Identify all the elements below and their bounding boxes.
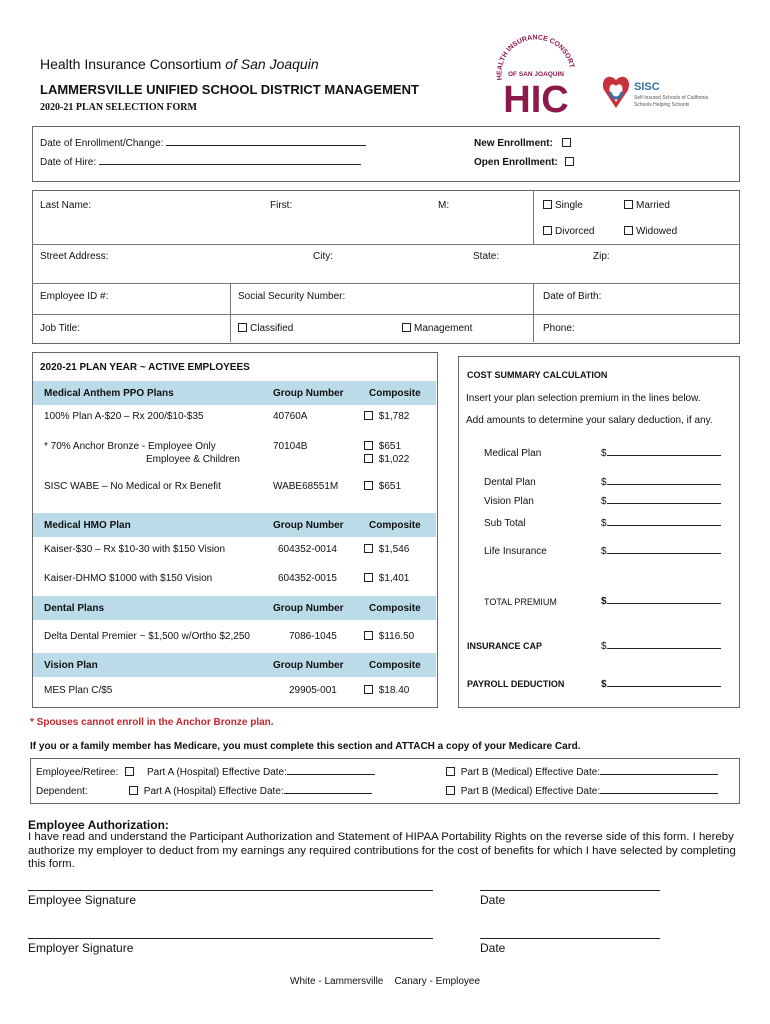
plan-name: * 70% Anchor Bronze - Employee Only: [44, 441, 216, 452]
group-number: 40760A: [273, 411, 308, 422]
dob-field[interactable]: Date of Birth:: [543, 291, 602, 302]
sisc-line2: Schools Helping Schools: [634, 102, 690, 108]
medical-hmo-heading: Medical HMO Plan: [44, 520, 131, 531]
single-checkbox[interactable]: Single: [543, 200, 583, 211]
plan-name: Delta Dental Premier ~ $1,500 w/Ortho $2,250: [44, 631, 250, 642]
employee-info-box: [32, 190, 740, 344]
new-enrollment-checkbox[interactable]: New Enrollment:: [474, 138, 574, 149]
last-name-field[interactable]: Last Name:: [40, 200, 92, 211]
plan-checkbox[interactable]: $1,546: [364, 544, 409, 555]
cost-life-label: Life Insurance: [484, 546, 547, 557]
plan-name: Kaiser-DHMO $1000 with $150 Vision: [44, 573, 213, 584]
cost-total-input[interactable]: $: [601, 596, 721, 607]
employee-signature-label: Employee Signature: [28, 893, 137, 907]
widowed-checkbox[interactable]: Widowed: [624, 226, 677, 237]
vision-group-header: Group Number: [273, 660, 344, 671]
authorization-title: Employee Authorization:: [28, 818, 169, 832]
cost-subtotal-label: Sub Total: [484, 518, 526, 529]
plan-checkbox[interactable]: $1,022: [364, 454, 409, 465]
employee-date-label: Date: [480, 893, 506, 907]
plan-checkbox[interactable]: $18.40: [364, 685, 409, 696]
district-title: LAMMERSVILLE UNIFIED SCHOOL DISTRICT MANAGEMENT: [40, 82, 419, 97]
employee-id-field[interactable]: Employee ID #:: [40, 291, 109, 302]
cost-vision-label: Vision Plan: [484, 496, 534, 507]
cost-subtotal-input[interactable]: $: [601, 518, 721, 529]
sisc-name: SISC: [634, 81, 660, 93]
plan-year-title: 2020-21 PLAN YEAR ~ ACTIVE EMPLOYEES: [40, 362, 250, 373]
plan-name: 100% Plan A-$20 – Rx 200/$10-$35: [44, 411, 204, 422]
dependent-label: Dependent:: [36, 786, 88, 797]
cost-payroll-label: PAYROLL DEDUCTION: [467, 679, 565, 689]
retiree-checkbox[interactable]: Employee/Retiree:: [36, 767, 137, 778]
city-field[interactable]: City:: [313, 251, 333, 262]
plan-checkbox[interactable]: $1,401: [364, 573, 409, 584]
classified-checkbox[interactable]: Classified: [238, 323, 293, 334]
plan-checkbox[interactable]: $116.50: [364, 631, 414, 642]
group-number: 604352-0015: [278, 573, 337, 584]
dependent-part-b-date[interactable]: Part B (Medical) Effective Date:: [446, 786, 718, 797]
plan-name-sub: Employee & Children: [146, 454, 240, 465]
ssn-field[interactable]: Social Security Number:: [238, 291, 346, 302]
group-number: 29905-001: [289, 685, 337, 696]
employer-signature-line[interactable]: [28, 938, 433, 939]
date-enrollment-field[interactable]: Date of Enrollment/Change:: [40, 138, 366, 149]
plan-checkbox[interactable]: $651: [364, 441, 401, 452]
management-checkbox[interactable]: Management: [402, 323, 472, 334]
org-name: Health Insurance Consortium of San Joaquin: [40, 56, 319, 72]
open-enrollment-checkbox[interactable]: Open Enrollment:: [474, 157, 577, 168]
job-title-field[interactable]: Job Title:: [40, 323, 81, 334]
dental-composite-header: Composite: [369, 603, 421, 614]
plan-name: MES Plan C/$5: [44, 685, 113, 696]
group-number: 7086-1045: [289, 631, 337, 642]
cost-medical-label: Medical Plan: [484, 448, 542, 459]
cost-life-input[interactable]: $: [601, 546, 721, 557]
sisc-line1: Self-Insured Schools of California: [634, 95, 709, 101]
employer-date-line[interactable]: [480, 938, 660, 939]
cost-cap-input[interactable]: $: [601, 641, 721, 652]
first-name-field[interactable]: First:: [270, 200, 293, 211]
phone-field[interactable]: Phone:: [543, 323, 575, 334]
cost-instructions-1: Insert your plan selection premium in the lines below.: [466, 393, 701, 404]
hic-arc-text: HEALTH INSURANCE CONSORT: [496, 34, 575, 81]
hmo-composite-header: Composite: [369, 520, 421, 531]
middle-initial-field[interactable]: M:: [438, 200, 450, 211]
employer-signature-label: Employer Signature: [28, 941, 134, 955]
hic-sub-text: OF SAN JOAQUIN: [508, 71, 564, 78]
retiree-part-a-date[interactable]: Part A (Hospital) Effective Date:: [147, 767, 375, 778]
married-checkbox[interactable]: Married: [624, 200, 670, 211]
street-address-field[interactable]: Street Address:: [40, 251, 109, 262]
employer-date-label: Date: [480, 941, 506, 955]
cost-vision-input[interactable]: $: [601, 496, 721, 507]
enrollment-box: [32, 126, 740, 182]
cost-instructions-2: Add amounts to determine your salary deduction, if any.: [466, 415, 713, 426]
dental-heading: Dental Plans: [44, 603, 105, 614]
vision-composite-header: Composite: [369, 660, 421, 671]
authorization-text: I have read and understand the Participant Authorization and Statement of HIPAA Portability Rights on the reverse side of this form. I hereby authorize my employer to deduct from my earnings any required contributions for the cost of benefits for which I have selected by completing this form.: [28, 831, 736, 870]
medicare-box: [30, 758, 740, 804]
employee-date-line[interactable]: [480, 890, 660, 891]
plan-name: SISC WABE – No Medical or Rx Benefit: [44, 481, 221, 492]
cost-medical-input[interactable]: $: [601, 448, 721, 459]
dental-group-header: Group Number: [273, 603, 344, 614]
hmo-group-header: Group Number: [273, 520, 344, 531]
plan-checkbox[interactable]: $651: [364, 481, 401, 492]
cost-cap-label: INSURANCE CAP: [467, 641, 543, 651]
footer-copies: White - Lammersville Canary - Employee: [290, 976, 481, 987]
group-number: WABE68551M: [273, 481, 339, 492]
cost-summary-title: COST SUMMARY CALCULATION: [467, 370, 608, 380]
cost-summary-box: [458, 356, 740, 708]
cost-payroll-input[interactable]: $: [601, 679, 721, 690]
spouses-note: * Spouses cannot enroll in the Anchor Bronze plan.: [30, 717, 274, 728]
medical-ppo-heading: Medical Anthem PPO Plans: [44, 388, 174, 399]
cost-dental-input[interactable]: $: [601, 477, 721, 488]
cost-total-label: TOTAL PREMIUM: [484, 597, 557, 607]
vision-heading: Vision Plan: [44, 660, 98, 671]
zip-field[interactable]: Zip:: [593, 251, 610, 262]
sisc-logo: [600, 72, 710, 120]
hic-big-text: HIC: [503, 79, 569, 118]
group-number: 604352-0014: [278, 544, 337, 555]
group-number: 70104B: [273, 441, 308, 452]
plan-checkbox[interactable]: $1,782: [364, 411, 409, 422]
date-hire-field[interactable]: Date of Hire:: [40, 157, 361, 168]
medicare-note: If you or a family member has Medicare, you must complete this section and ATTACH a copy of your Medicare Card.: [30, 741, 581, 752]
cost-dental-label: Dental Plan: [484, 477, 536, 488]
form-title: 2020-21 PLAN SELECTION FORM: [40, 102, 197, 113]
retiree-part-b-date[interactable]: Part B (Medical) Effective Date:: [446, 767, 718, 778]
hic-logo: [490, 28, 580, 118]
plan-name: Kaiser-$30 – Rx $10-30 with $150 Vision: [44, 544, 226, 555]
state-field[interactable]: State:: [473, 251, 500, 262]
ppo-group-header: Group Number: [273, 388, 344, 399]
divorced-checkbox[interactable]: Divorced: [543, 226, 594, 237]
dependent-part-a-date[interactable]: Part A (Hospital) Effective Date:: [129, 786, 372, 797]
employee-signature-line[interactable]: [28, 890, 433, 891]
ppo-composite-header: Composite: [369, 388, 421, 399]
